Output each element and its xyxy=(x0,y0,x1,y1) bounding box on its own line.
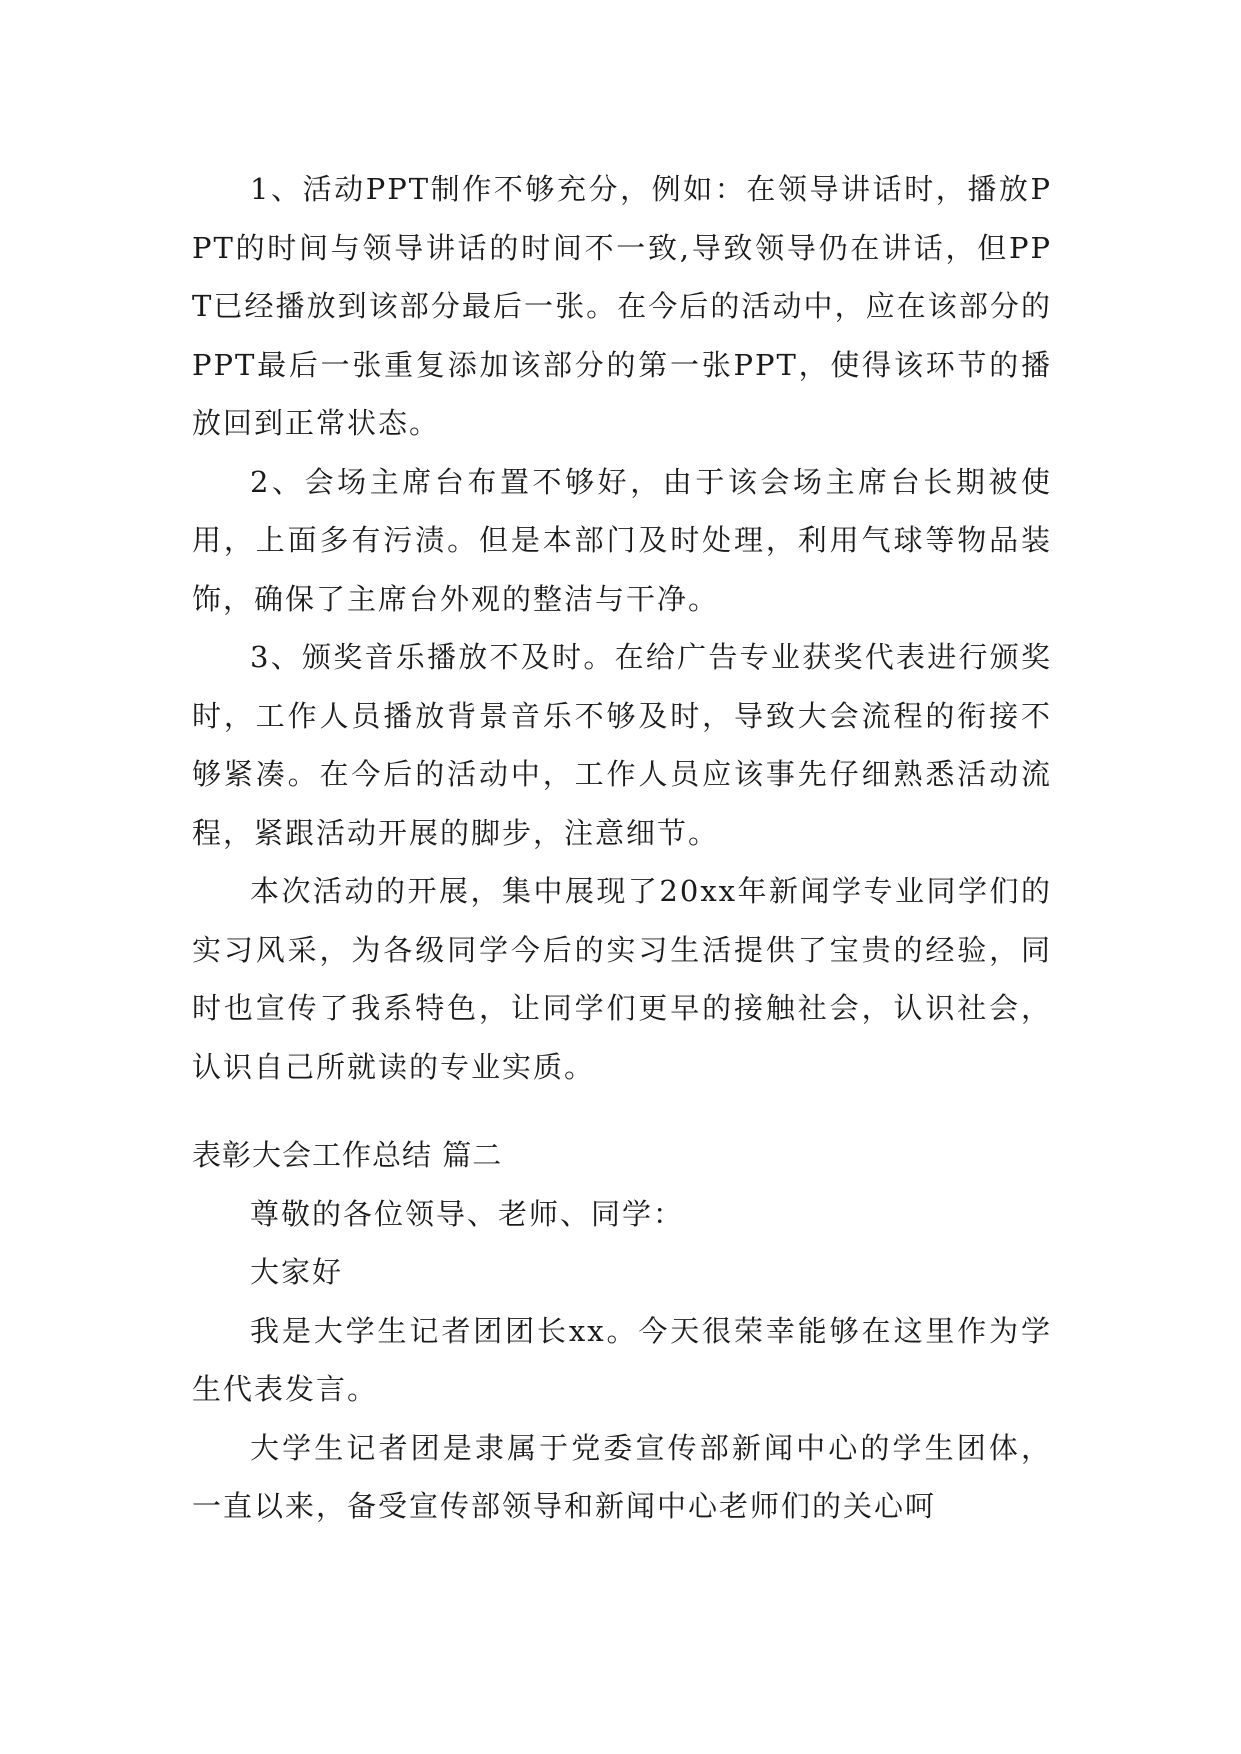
document-page xyxy=(192,160,1052,1536)
paragraph-issue-3: 3、颁奖音乐播放不及时。在给广告专业获奖代表进行颁奖时，工作人员播放背景音乐不够及时，导致大会流程的衔接不够紧凑。在今后的活动中，工作人员应该事先仔细熟悉活动流程，紧跟活动开展的脚步，注意细节。 xyxy=(192,640,1052,850)
salutation-line: 大家好 xyxy=(250,1255,344,1289)
paragraph-intro: 我是大学生记者团团长xx。今天很荣幸能够在这里作为学生代表发言。 xyxy=(192,1313,1052,1406)
paragraph-issue-1: 1、活动PPT制作不够充分，例如：在领导讲话时，播放PPT的时间与领导讲话的时间不一致,导致领导仍在讲话，但PPT已经播放到该部分最后一张。在今后的活动中，应在该部分的PPT最后一张重复添加该部分的第一张PPT，使得该环节的播放回到正常状态。 xyxy=(192,172,1052,440)
paragraph-conclusion: 本次活动的开展，集中展现了20xx年新闻学专业同学们的实习风采，为各级同学今后的实习生活提供了宝贵的经验，同时也宣传了我系特色，让同学们更早的接触社会，认识社会，认识自己所就读的专业实质。 xyxy=(192,874,1052,1084)
section-heading: 表彰大会工作总结 篇二 xyxy=(192,1138,503,1172)
paragraph-issue-2: 2、会场主席台布置不够好，由于该会场主席台长期被使用，上面多有污渍。但是本部门及时处理，利用气球等物品装饰，确保了主席台外观的整洁与干净。 xyxy=(192,464,1052,616)
paragraph-body: 大学生记者团是隶属于党委宣传部新闻中心的学生团体，一直以来，备受宣传部领导和新闻中心老师们的关心呵 xyxy=(192,1430,1052,1523)
greeting-line: 尊敬的各位领导、老师、同学： xyxy=(250,1196,685,1231)
